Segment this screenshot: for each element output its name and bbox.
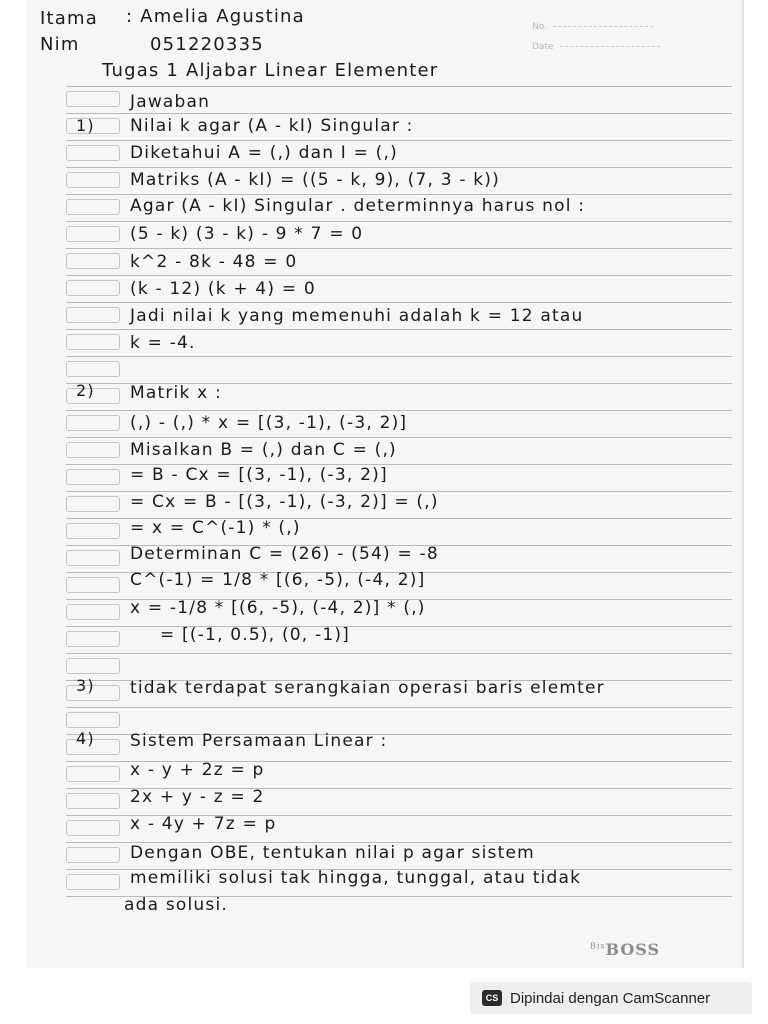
margin-box (66, 334, 120, 350)
problem-2-line: Matrik x : (130, 383, 222, 403)
ruled-line (66, 356, 732, 357)
margin-box (66, 172, 120, 188)
nim-label: Nim (40, 34, 80, 55)
ruled-line (66, 140, 732, 141)
problem-3-number: 3) (76, 676, 95, 695)
margin-box (66, 361, 120, 377)
margin-box (66, 712, 120, 728)
ruled-line (66, 707, 732, 708)
camscanner-label: Dipindai dengan CamScanner (510, 989, 711, 1007)
name-value: : Amelia Agustina (126, 6, 305, 27)
margin-box (66, 145, 120, 161)
margin-box (66, 847, 120, 863)
answer-heading: Jawaban (130, 92, 211, 112)
problem-1-line: Diketahui A = (,) dan I = (,) (130, 143, 398, 163)
problem-2-line: (,) - (,) * x = [(3, -1), (-3, 2)] (130, 413, 408, 433)
margin-box (66, 442, 120, 458)
problem-2-line: x = -1/8 * [(6, -5), (-4, 2)] * (,) (130, 598, 426, 618)
problem-2-number: 2) (76, 381, 95, 400)
camscanner-badge (470, 982, 752, 1014)
ruled-line (66, 329, 732, 330)
margin-box (66, 550, 120, 566)
margin-box (66, 415, 120, 431)
problem-2-line: = Cx = B - [(3, -1), (-3, 2)] = (,) (130, 492, 439, 512)
problem-4-line: x - 4y + 7z = p (130, 814, 277, 834)
ruled-line (66, 221, 732, 222)
margin-box (66, 523, 120, 539)
page-title: Tugas 1 Aljabar Linear Elementer (102, 60, 439, 81)
problem-1-line: (5 - k) (3 - k) - 9 * 7 = 0 (130, 224, 364, 244)
ruled-line (66, 248, 732, 249)
problem-2-line: Misalkan B = (,) dan C = (,) (130, 440, 397, 460)
problem-3-line: tidak terdapat serangkaian operasi baris elemter (130, 678, 605, 698)
date-field: Date (532, 42, 660, 52)
margin-box (66, 766, 120, 782)
margin-box (66, 91, 120, 107)
no-field: No. (532, 22, 653, 32)
problem-2-line: C^(-1) = 1/8 * [(6, -5), (-4, 2)] (130, 570, 426, 590)
problem-1-line: Jadi nilai k yang memenuhi adalah k = 12 atau (130, 306, 584, 326)
problem-1-line: k = -4. (130, 333, 196, 353)
problem-1-line: (k - 12) (k + 4) = 0 (130, 279, 316, 299)
margin-box (66, 226, 120, 242)
problem-1-line: k^2 - 8k - 48 = 0 (130, 252, 298, 272)
margin-box (66, 280, 120, 296)
ruled-line (66, 275, 732, 276)
margin-box (66, 793, 120, 809)
ruled-line (66, 194, 732, 195)
margin-box (66, 658, 120, 674)
ruled-line (66, 113, 732, 114)
problem-4-line: Sistem Persamaan Linear : (130, 731, 388, 751)
problem-1-number: 1) (76, 116, 95, 135)
ruled-line (66, 167, 732, 168)
problem-4-line: ada solusi. (124, 895, 228, 915)
margin-box (66, 874, 120, 890)
margin-box (66, 199, 120, 215)
problem-4-line: x - y + 2z = p (130, 760, 265, 780)
margin-box (66, 577, 120, 593)
nim-value: 051220335 (150, 34, 264, 55)
margin-box (66, 496, 120, 512)
ruled-line (66, 437, 732, 438)
problem-1-line: Matriks (A - kI) = ((5 - k, 9), (7, 3 - k)) (130, 170, 500, 190)
problem-1-line: Agar (A - kI) Singular . determinnya harus nol : (130, 196, 586, 216)
ruled-line (66, 86, 732, 87)
notebook-brand-logo: $^{Bis}$BOSS (590, 940, 661, 959)
margin-box (66, 253, 120, 269)
problem-1-line: Nilai k agar (A - kI) Singular : (130, 116, 414, 136)
problem-2-line: = x = C^(-1) * (,) (130, 518, 301, 538)
ruled-line (66, 653, 732, 654)
problem-2-line: Determinan C = (26) - (54) = -8 (130, 544, 439, 564)
problem-4-line: Dengan OBE, tentukan nilai p agar sistem (130, 843, 535, 863)
problem-4-line: 2x + y - z = 2 (130, 787, 265, 807)
notebook-page (26, 0, 744, 968)
margin-box (66, 820, 120, 836)
margin-box (66, 631, 120, 647)
problem-2-line: = B - Cx = [(3, -1), (-3, 2)] (130, 465, 388, 485)
problem-2-line: = [(-1, 0.5), (0, -1)] (160, 625, 351, 645)
margin-box (66, 307, 120, 323)
ruled-line (66, 302, 732, 303)
camscanner-icon: CS (482, 990, 502, 1006)
name-label: Itama (40, 8, 98, 29)
problem-4-line: memiliki solusi tak hingga, tunggal, atau tidak (130, 868, 582, 888)
ruled-line (66, 410, 732, 411)
margin-box (66, 604, 120, 620)
margin-box (66, 469, 120, 485)
problem-4-number: 4) (76, 729, 95, 748)
